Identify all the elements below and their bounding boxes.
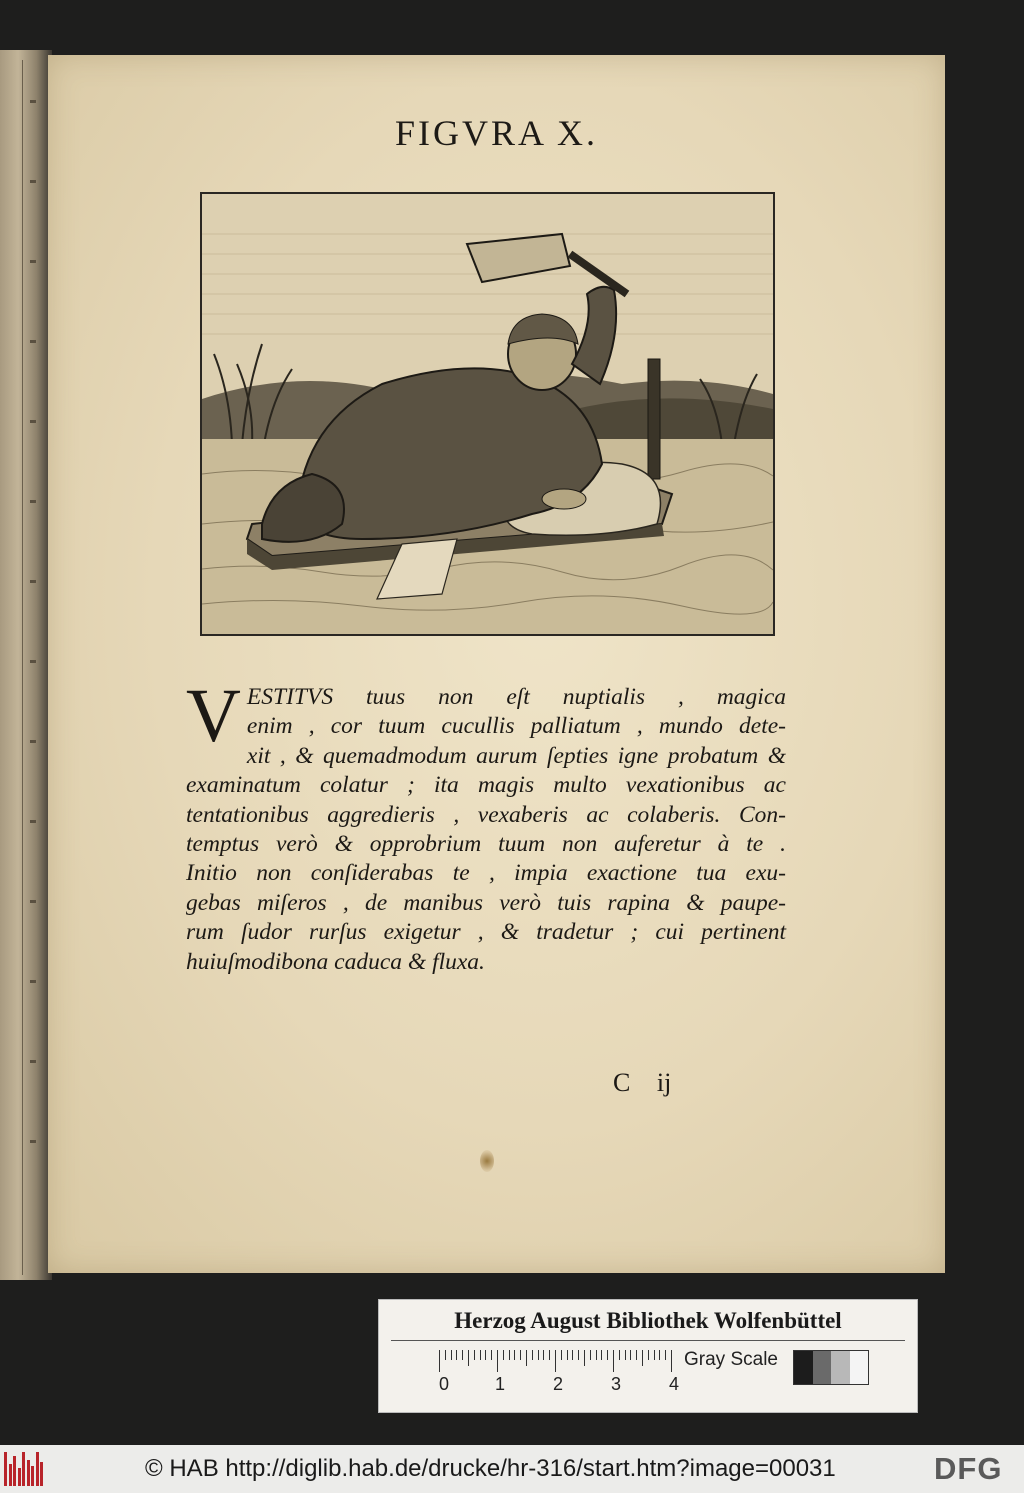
calibration-card — [378, 1299, 918, 1413]
ruler-number: 2 — [553, 1374, 564, 1394]
ruler-tick — [659, 1350, 660, 1360]
ruler-tick — [439, 1350, 440, 1372]
binding-stitch — [30, 420, 36, 423]
logo-bar — [22, 1452, 25, 1486]
ruler-tick — [596, 1350, 597, 1360]
ruler-tick — [567, 1350, 568, 1360]
binding-stitch — [30, 1140, 36, 1143]
text-line: huiuſmodibona caduca & fluxa. — [186, 948, 485, 975]
ruler-tick — [619, 1350, 620, 1360]
dfg-logo: DFG — [934, 1451, 1003, 1486]
text-line: temptus verò & opprobrium tuum non auferetur à te . — [186, 831, 786, 858]
footer-bar — [0, 1445, 1024, 1493]
ruler-tick — [538, 1350, 539, 1360]
dropcap: V — [186, 674, 241, 758]
ruler-tick — [480, 1350, 481, 1360]
ruler-tick — [532, 1350, 533, 1360]
ruler-number: 0 — [439, 1374, 450, 1394]
text-line: tentationibus aggredieris , vexaberis ac colaberis. Con- — [186, 801, 786, 828]
ruler-tick — [665, 1350, 666, 1360]
binding-stitch — [30, 580, 36, 583]
text-line: examinatum colatur ; ita magis multo vexationibus ac — [186, 772, 786, 799]
engraving-plate — [200, 192, 775, 636]
text-line: rum ſudor rurſus exigetur , & tradetur ; cui pertinent — [186, 919, 786, 946]
paper-stain — [480, 1150, 494, 1172]
binding-stitch — [30, 740, 36, 743]
ruler-tick — [491, 1350, 492, 1360]
text-line: enim , cor tuum cucullis palliatum , mundo dete- — [246, 713, 786, 740]
binding-stitch — [30, 180, 36, 183]
logo-bar — [31, 1466, 34, 1486]
ruler-tick — [509, 1350, 510, 1360]
ruler-tick — [671, 1350, 672, 1372]
page-heading: FIGVRA X. — [394, 113, 599, 153]
ruler-number: 4 — [669, 1374, 680, 1394]
footer-credit: © HAB http://diglib.hab.de/drucke/hr-316/start.htm?image=00031 — [145, 1455, 836, 1482]
ruler-tick — [630, 1350, 631, 1360]
logo-bar — [40, 1462, 43, 1486]
logo-bar — [9, 1464, 12, 1486]
book-page — [48, 55, 945, 1273]
text-line: ESTITVS tuus non eſt nuptialis , magica — [246, 684, 786, 710]
ruler-tick — [514, 1350, 515, 1360]
ruler-tick — [590, 1350, 591, 1360]
binding-stitch — [30, 260, 36, 263]
binding-stitch — [30, 980, 36, 983]
gray-swatch — [831, 1351, 850, 1384]
binding-stitch — [30, 820, 36, 823]
book-edge-line — [22, 60, 23, 1275]
ruler-tick — [543, 1350, 544, 1360]
binding-stitch — [30, 500, 36, 503]
body-text — [186, 674, 786, 977]
ruler-tick — [636, 1350, 637, 1360]
ruler-tick — [642, 1350, 643, 1366]
ruler-tick — [497, 1350, 498, 1372]
ruler-tick — [625, 1350, 626, 1360]
text-line: Initio non conſiderabas te , impia exactione tua exu- — [186, 860, 786, 887]
ruler-tick — [613, 1350, 614, 1372]
logo-bar — [27, 1460, 30, 1486]
book-edge — [0, 50, 52, 1280]
gray-swatch — [813, 1351, 832, 1384]
ruler-tick — [468, 1350, 469, 1366]
ruler-tick — [578, 1350, 579, 1360]
ruler-numbers — [439, 1374, 699, 1398]
ruler-tick — [648, 1350, 649, 1360]
logo-bar — [36, 1452, 39, 1486]
binding-stitch — [30, 340, 36, 343]
ruler-number: 1 — [495, 1374, 506, 1394]
ruler-tick — [456, 1350, 457, 1360]
ruler-tick — [503, 1350, 504, 1360]
text-line: gebas miſeros , de manibus verò tuis rapina & paupe- — [186, 889, 786, 916]
ruler-tick — [607, 1350, 608, 1360]
library-name: Herzog August Bibliothek Wolfenbüttel — [454, 1308, 842, 1333]
ruler-scale — [439, 1350, 683, 1372]
ruler-tick — [462, 1350, 463, 1360]
logo-bar — [18, 1468, 21, 1486]
ruler-tick — [451, 1350, 452, 1360]
card-divider — [391, 1340, 905, 1341]
ruler-tick — [445, 1350, 446, 1360]
ruler-number: 3 — [611, 1374, 622, 1394]
binding-stitch — [30, 100, 36, 103]
hab-logo-icon — [4, 1452, 46, 1486]
ruler-tick — [572, 1350, 573, 1360]
text-line: xit , & quemadmodum aurum ſepties igne probatum & — [246, 742, 786, 769]
gray-scale-swatches — [793, 1350, 869, 1385]
gray-swatch — [794, 1351, 813, 1384]
ruler-tick — [555, 1350, 556, 1372]
logo-bar — [4, 1452, 7, 1486]
logo-bar — [13, 1456, 16, 1486]
ruler-tick — [485, 1350, 486, 1360]
signature-mark: C ij — [613, 1068, 672, 1097]
binding-stitch — [30, 900, 36, 903]
ruler-tick — [526, 1350, 527, 1366]
gray-swatch — [850, 1351, 869, 1384]
ruler-tick — [474, 1350, 475, 1360]
engraving-illustration — [202, 194, 773, 634]
binding-stitch — [30, 660, 36, 663]
ruler-tick — [549, 1350, 550, 1360]
ruler-tick — [520, 1350, 521, 1360]
ruler-tick — [654, 1350, 655, 1360]
ruler-tick — [584, 1350, 585, 1366]
binding-stitch — [30, 1060, 36, 1063]
gray-scale-label: Gray Scale — [684, 1349, 778, 1370]
ruler-tick — [561, 1350, 562, 1360]
ruler-tick — [601, 1350, 602, 1360]
